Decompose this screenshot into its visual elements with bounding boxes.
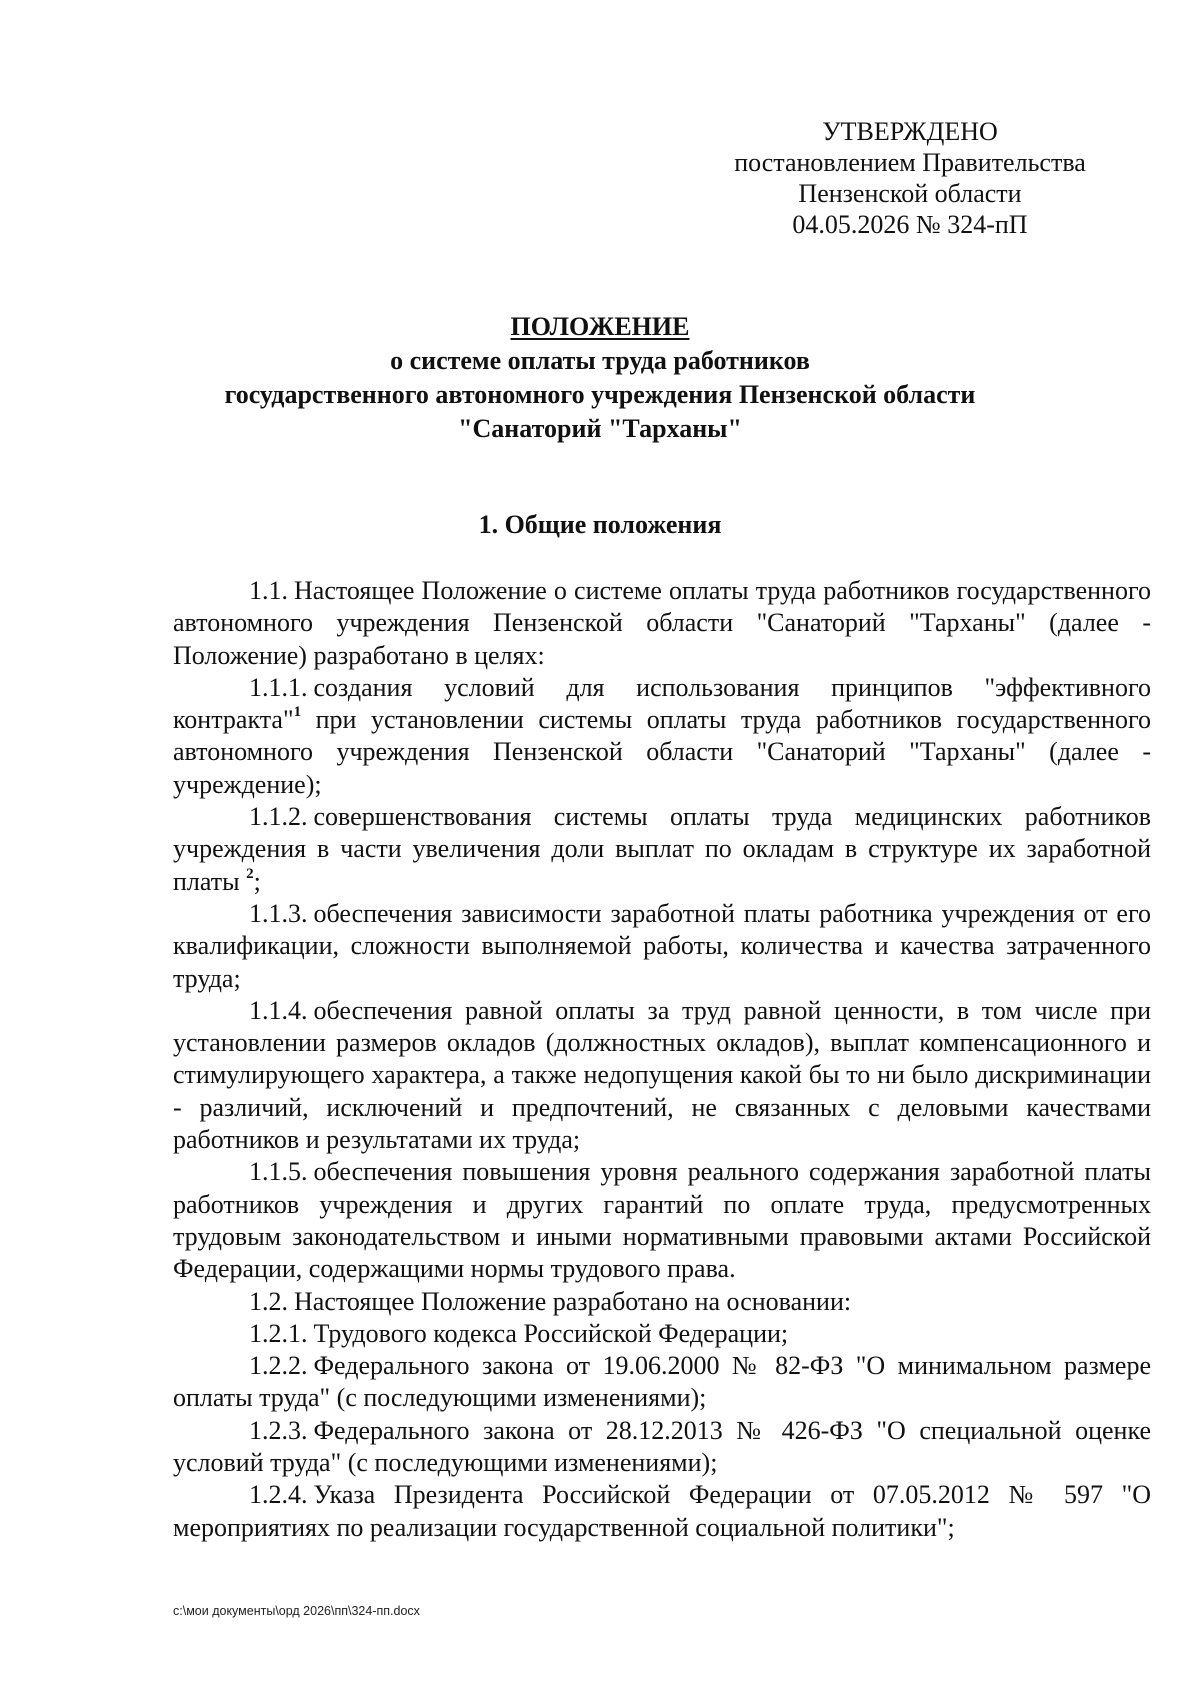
paragraph-text-cont: ;: [253, 866, 261, 896]
paragraph-number: 1.1.: [249, 576, 288, 605]
paragraph-number: 1.2.: [249, 1286, 288, 1316]
paragraph-text: создания условий для использования принципов "эффективного контракта": [173, 672, 1151, 735]
paragraph-1-1-3: [173, 898, 1151, 995]
paragraph-1-2-3: [173, 1415, 1151, 1480]
paragraph-text: Настоящее Положение разработано на основании:: [294, 1286, 852, 1316]
title-line-3: государственного автономного учреждения Пензенской области: [224, 380, 976, 409]
title-line-4: "Санаторий "Тарханы": [458, 414, 742, 443]
paragraph-text: Федерального закона от 19.06.2000 № 82-ФЗ "О минимальном размере оплаты труда" (с последующими изменениями);: [173, 1351, 1151, 1413]
paragraph-number: 1.2.4.: [249, 1480, 308, 1510]
paragraph-number: 1.1.4.: [249, 995, 308, 1025]
document-title: [0, 310, 1200, 446]
paragraph-number: 1.1.1.: [249, 672, 308, 702]
paragraph-text: Федерального закона от 28.12.2013 № 426-ФЗ "О специальной оценке условий труда" (с последующими изменениями);: [173, 1415, 1151, 1478]
paragraph-text: обеспечения зависимости заработной платы работника учреждения от его квалификации, сложности выполняемой работы, количества и качества затраченного труда;: [173, 898, 1151, 993]
paragraph-1-1-4: [173, 995, 1151, 1156]
paragraph-text: обеспечения равной оплаты за труд равной ценности, в том числе при установлении размеров окладов (должностных окладов), выплат компенсационного и стимулирующего характера, а также недопущения какой бы то ни было дискриминации - различий, исключений и предпочтений, не связанных с деловыми качествами работников и результатами их труда;: [173, 995, 1151, 1155]
footnote-ref-2[interactable]: 2: [246, 865, 254, 882]
paragraph-number: 1.1.2.: [249, 802, 308, 832]
paragraph-number: 1.1.5.: [249, 1157, 308, 1187]
paragraph-text: Трудового кодекса Российской Федерации;: [313, 1318, 789, 1348]
paragraph-text: обеспечения повышения уровня реального содержания заработной платы работников учреждения и других гарантий по оплате труда, предусмотренных трудовым законодательством и иными нормативными правовыми актами Российской Федерации, содержащими нормы трудового права.: [173, 1157, 1151, 1284]
approval-region: Пензенской области: [798, 179, 1022, 208]
paragraph-number: 1.2.1.: [249, 1318, 308, 1348]
title-line-2: о системе оплаты труда работников: [390, 346, 810, 375]
title-main: ПОЛОЖЕНИЕ: [510, 312, 690, 341]
footnote-ref-1[interactable]: 1: [293, 704, 302, 721]
paragraph-1-1-1: [173, 672, 1151, 801]
approval-date-number: 04.05.2026 № 324-пП: [792, 210, 1028, 239]
paragraph-1-1-2: [173, 801, 1151, 898]
paragraph-text: Указа Президента Российской Федерации от 07.05.2012 № 597 "О мероприятиях по реализации государственной социальной политики";: [173, 1480, 1151, 1542]
paragraph-1-2-4: [173, 1479, 1151, 1544]
paragraph-1-2-1: [173, 1318, 1151, 1350]
paragraph-1-2: [173, 1286, 1151, 1318]
file-path-footer: c:\мои документы\орд 2026\пп\324-пп.docx: [173, 1604, 420, 1618]
paragraph-1-1-5: [173, 1156, 1151, 1285]
paragraph-1-1: [173, 575, 1151, 672]
approval-heading: УТВЕРЖДЕНО: [822, 117, 998, 146]
section-heading: 1. Общие положения: [478, 510, 722, 539]
paragraph-1-2-2: [173, 1350, 1151, 1415]
paragraph-number: 1.2.2.: [249, 1351, 308, 1381]
paragraph-text: совершенствования системы оплаты труда медицинских работников учреждения в части увеличения доли выплат по окладам в структуре их заработной платы: [173, 802, 1151, 896]
paragraph-text-cont: при установлении системы оплаты труда работников государственного автономного учреждения Пензенской области "Санаторий "Тарханы" (далее - учреждение);: [173, 705, 1151, 799]
paragraph-number: 1.1.3.: [249, 898, 308, 928]
paragraph-number: 1.2.3.: [249, 1415, 308, 1445]
document-body: [173, 575, 1151, 1544]
paragraph-text: Настоящее Положение о системе оплаты труда работников государственного автономного учреждения Пензенской области "Санаторий "Тарханы" (далее - Положение) разработано в целях:: [173, 576, 1151, 670]
approval-authority: постановлением Правительства: [734, 148, 1086, 177]
approval-stamp: [720, 116, 1100, 240]
